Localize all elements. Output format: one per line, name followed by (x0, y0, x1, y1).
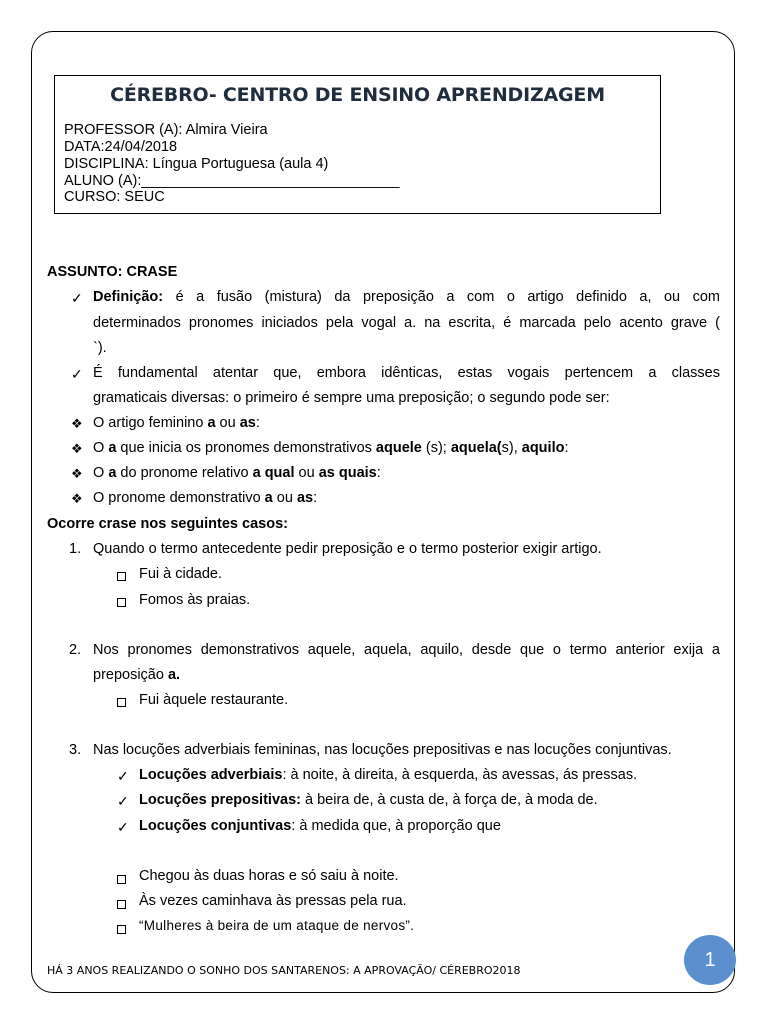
case-3-number: 3. (69, 742, 82, 758)
diamond-bullet-icon: ❖ (71, 416, 83, 431)
definition-line-1 (93, 289, 720, 305)
school-title: CÉREBRO- CENTRO DE ENSINO APRENDIZAGEM (110, 84, 605, 106)
subject-heading: ASSUNTO: CRASE (47, 264, 178, 280)
date-line: DATA:24/04/2018 (64, 139, 178, 155)
checkbox-icon (117, 594, 126, 610)
definition-label: Definição: (93, 289, 164, 305)
checkbox-icon (117, 896, 126, 912)
professor-line: PROFESSOR (A): Almira Vieira (64, 122, 268, 138)
conjunctive-locutions: Locuções conjuntivas: à medida que, à proporção que (139, 818, 501, 834)
relative-pronoun-item: O a do pronome relativo a qual ou as quais: (93, 465, 381, 481)
demonstrative-pronoun-item: O pronome demonstrativo a ou as: (93, 490, 318, 506)
checkbox-icon (117, 871, 126, 887)
case-2-line-1: Nos pronomes demonstrativos aquele, aquela, aquilo, desde que o termo anterior exija a (93, 642, 720, 658)
student-line: ALUNO (A):________________________________ (64, 173, 400, 189)
case-3-text: Nas locuções adverbiais femininas, nas locuções prepositivas e nas locuções conjuntivas. (93, 742, 672, 758)
check-icon: ✓ (117, 793, 129, 809)
discipline-line: DISCIPLINA: Língua Portuguesa (aula 4) (64, 156, 329, 172)
checkbox-icon (117, 921, 126, 937)
definition-text: é a fusão (mistura) da preposição a com o artigo definido a, ou com (175, 289, 720, 305)
check-icon: ✓ (71, 366, 83, 382)
case-1-example-2: Fomos às praias. (139, 592, 251, 608)
header-box (54, 75, 661, 214)
definition-line-2: determinados pronomes iniciados pela vogal a. na escrita, é marcada pelo acento grave ( (93, 315, 720, 331)
case-2-example-1: Fui àquele restaurante. (139, 692, 289, 708)
case-2-number: 2. (69, 642, 82, 658)
case-3-example-1: Chegou às duas horas e só saiu à noite. (139, 868, 399, 884)
checkbox-icon (117, 568, 126, 584)
footer-slogan: HÁ 3 ANOS REALIZANDO O SONHO DOS SANTARENOS: A APROVAÇÃO/ CÉREBRO2018 (47, 964, 521, 977)
case-3-example-3: “Mulheres à beira de um ataque de nervos”. (139, 918, 415, 933)
article-item: O artigo feminino a ou as: (93, 415, 260, 431)
fundamental-line-1: É fundamental atentar que, embora idênticas, estas vogais pertencem a classes (93, 365, 720, 381)
checkbox-icon (117, 694, 126, 710)
page-number-badge: 1 (684, 935, 736, 985)
case-1-number: 1. (69, 541, 82, 557)
course-line: CURSO: SEUC (64, 189, 165, 205)
demonstrative-item: O a que inicia os pronomes demonstrativos aquele (s); aquela(s), aquilo: (93, 440, 569, 456)
check-icon: ✓ (71, 290, 83, 306)
diamond-bullet-icon: ❖ (71, 466, 83, 481)
case-1-example-1: Fui à cidade. (139, 566, 223, 582)
fundamental-line-2: gramaticais diversas: o primeiro é sempre uma preposição; o segundo pode ser: (93, 390, 610, 406)
prepositional-locutions: Locuções prepositivas: à beira de, à custa de, à força de, à moda de. (139, 792, 598, 808)
diamond-bullet-icon: ❖ (71, 491, 83, 506)
case-3-example-2: Às vezes caminhava às pressas pela rua. (139, 893, 407, 909)
check-icon: ✓ (117, 768, 129, 784)
case-1-text: Quando o termo antecedente pedir preposição e o termo posterior exigir artigo. (93, 541, 602, 557)
check-icon: ✓ (117, 819, 129, 835)
cases-heading: Ocorre crase nos seguintes casos: (47, 516, 288, 532)
adverbial-locutions: Locuções adverbiais: à noite, à direita, à esquerda, às avessas, ás pressas. (139, 767, 638, 783)
definition-line-3: `). (93, 340, 107, 356)
diamond-bullet-icon: ❖ (71, 441, 83, 456)
case-2-line-2: preposição a. (93, 667, 181, 683)
